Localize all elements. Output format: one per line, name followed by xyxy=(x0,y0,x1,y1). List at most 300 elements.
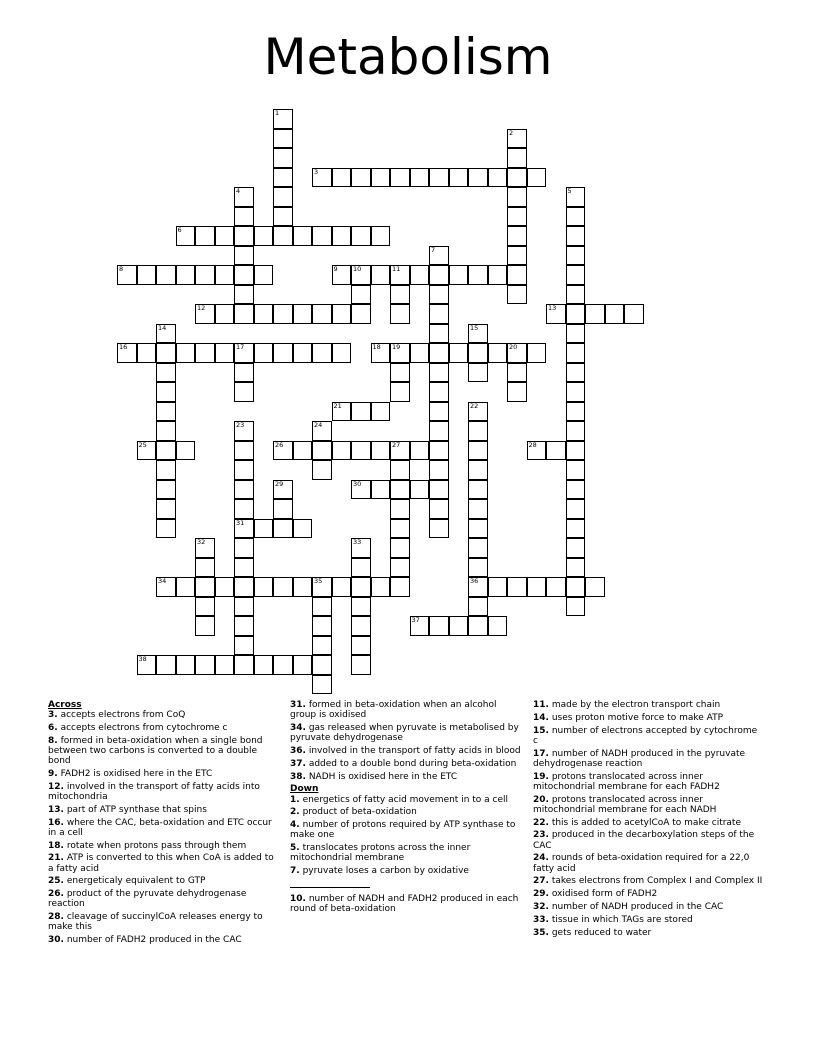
grid-cell[interactable] xyxy=(449,616,469,636)
grid-cell[interactable] xyxy=(234,187,254,207)
clue-item-text: tissue in which TAGs are stored xyxy=(551,914,693,925)
grid-cell[interactable] xyxy=(351,538,371,558)
clue-column-1 xyxy=(48,700,276,948)
clue-item xyxy=(533,876,763,886)
clue-number: 36 xyxy=(470,577,479,585)
grid-cell[interactable] xyxy=(273,226,293,246)
grid-cell[interactable] xyxy=(156,480,176,500)
grid-cell[interactable] xyxy=(410,441,430,461)
grid-cell[interactable] xyxy=(566,577,586,597)
grid-cell[interactable] xyxy=(468,324,488,344)
clue-item xyxy=(290,795,522,805)
clue-item xyxy=(290,807,522,817)
grid-cell[interactable] xyxy=(254,226,274,246)
grid-cell[interactable] xyxy=(254,343,274,363)
grid-cell[interactable] xyxy=(254,519,274,539)
grid-cell[interactable] xyxy=(390,363,410,383)
clue-item xyxy=(48,805,276,815)
grid-cell[interactable] xyxy=(488,265,508,285)
grid-cell[interactable] xyxy=(507,207,527,227)
grid-cell[interactable] xyxy=(351,577,371,597)
grid-cell[interactable] xyxy=(332,441,352,461)
grid-cell[interactable] xyxy=(234,382,254,402)
grid-cell[interactable] xyxy=(507,343,527,363)
grid-cell[interactable] xyxy=(507,226,527,246)
grid-cell[interactable] xyxy=(468,558,488,578)
grid-cell[interactable] xyxy=(507,129,527,149)
grid-cell[interactable] xyxy=(176,577,196,597)
grid-cell[interactable] xyxy=(273,499,293,519)
grid-cell[interactable] xyxy=(371,402,391,422)
grid-cell[interactable] xyxy=(566,441,586,461)
grid-cell[interactable] xyxy=(273,304,293,324)
grid-cell[interactable] xyxy=(410,616,430,636)
grid-cell[interactable] xyxy=(468,363,488,383)
clue-item-number: 38. xyxy=(290,771,306,782)
grid-cell[interactable] xyxy=(312,226,332,246)
grid-cell[interactable] xyxy=(566,285,586,305)
grid-cell[interactable] xyxy=(176,265,196,285)
grid-cell[interactable] xyxy=(566,421,586,441)
grid-cell[interactable] xyxy=(527,441,547,461)
grid-cell[interactable] xyxy=(585,304,605,324)
grid-cell[interactable] xyxy=(507,265,527,285)
grid-cell[interactable] xyxy=(234,480,254,500)
clue-item xyxy=(48,710,276,720)
grid-cell[interactable] xyxy=(507,363,527,383)
grid-cell[interactable] xyxy=(234,558,254,578)
grid-cell[interactable] xyxy=(273,655,293,675)
grid-cell[interactable] xyxy=(371,168,391,188)
grid-cell[interactable] xyxy=(566,480,586,500)
grid-cell[interactable] xyxy=(234,577,254,597)
grid-cell[interactable] xyxy=(390,382,410,402)
grid-cell[interactable] xyxy=(429,168,449,188)
grid-cell[interactable] xyxy=(273,207,293,227)
grid-cell[interactable] xyxy=(234,285,254,305)
grid-cell[interactable] xyxy=(449,168,469,188)
grid-cell[interactable] xyxy=(468,265,488,285)
grid-cell[interactable] xyxy=(429,343,449,363)
grid-cell[interactable] xyxy=(156,519,176,539)
grid-cell[interactable] xyxy=(605,304,625,324)
grid-cell[interactable] xyxy=(468,538,488,558)
grid-cell[interactable] xyxy=(390,480,410,500)
grid-cell[interactable] xyxy=(195,265,215,285)
grid-cell[interactable] xyxy=(468,402,488,422)
clue-item-number: 23. xyxy=(533,830,549,841)
clue-item-number: 36. xyxy=(290,746,306,756)
grid-cell[interactable] xyxy=(468,460,488,480)
grid-cell[interactable] xyxy=(429,421,449,441)
grid-cell[interactable] xyxy=(566,343,586,363)
clue-item-text: protons translocated across inner mitochondrial membrane for each NADH xyxy=(533,794,717,815)
grid-cell[interactable] xyxy=(332,304,352,324)
grid-cell[interactable] xyxy=(351,265,371,285)
grid-cell[interactable] xyxy=(312,304,332,324)
grid-cell[interactable] xyxy=(215,226,235,246)
grid-cell[interactable] xyxy=(429,441,449,461)
grid-cell[interactable] xyxy=(468,441,488,461)
grid-cell[interactable] xyxy=(351,636,371,656)
grid-cell[interactable] xyxy=(566,597,586,617)
clue-item-number: 1. xyxy=(290,794,300,805)
grid-cell[interactable] xyxy=(390,265,410,285)
clue-item-text: takes electrons from Complex I and Complex II xyxy=(551,876,763,887)
grid-cell[interactable] xyxy=(273,109,293,129)
clue-item xyxy=(533,889,763,899)
grid-cell[interactable] xyxy=(429,324,449,344)
grid-cell[interactable] xyxy=(332,168,352,188)
grid-cell[interactable] xyxy=(371,265,391,285)
grid-cell[interactable] xyxy=(156,421,176,441)
grid-cell[interactable] xyxy=(429,382,449,402)
grid-cell[interactable] xyxy=(390,343,410,363)
grid-cell[interactable] xyxy=(390,558,410,578)
grid-cell[interactable] xyxy=(566,246,586,266)
grid-cell[interactable] xyxy=(468,616,488,636)
grid-cell[interactable] xyxy=(390,499,410,519)
grid-cell[interactable] xyxy=(507,148,527,168)
grid-cell[interactable] xyxy=(254,304,274,324)
grid-cell[interactable] xyxy=(195,655,215,675)
grid-cell[interactable] xyxy=(312,577,332,597)
grid-cell[interactable] xyxy=(273,441,293,461)
grid-cell[interactable] xyxy=(215,577,235,597)
grid-cell[interactable] xyxy=(390,460,410,480)
grid-cell[interactable] xyxy=(312,655,332,675)
grid-cell[interactable] xyxy=(351,480,371,500)
grid-cell[interactable] xyxy=(546,441,566,461)
grid-cell[interactable] xyxy=(566,519,586,539)
clue-number: 29 xyxy=(275,479,284,488)
grid-cell[interactable] xyxy=(273,519,293,539)
grid-cell[interactable] xyxy=(254,265,274,285)
grid-cell[interactable] xyxy=(566,265,586,285)
grid-cell[interactable] xyxy=(312,460,332,480)
grid-cell[interactable] xyxy=(273,187,293,207)
grid-cell[interactable] xyxy=(234,499,254,519)
grid-cell[interactable] xyxy=(273,577,293,597)
clue-item xyxy=(290,866,522,891)
clue-number: 10 xyxy=(353,265,362,273)
grid-cell[interactable] xyxy=(429,285,449,305)
grid-cell[interactable] xyxy=(488,343,508,363)
grid-cell[interactable] xyxy=(293,343,313,363)
grid-cell[interactable] xyxy=(351,597,371,617)
grid-cell[interactable] xyxy=(566,538,586,558)
grid-cell[interactable] xyxy=(507,187,527,207)
grid-cell[interactable] xyxy=(390,168,410,188)
grid-cell[interactable] xyxy=(624,304,644,324)
grid-cell[interactable] xyxy=(215,265,235,285)
grid-cell[interactable] xyxy=(429,402,449,422)
grid-cell[interactable] xyxy=(156,265,176,285)
clue-item-number: 21. xyxy=(48,853,64,864)
grid-cell[interactable] xyxy=(488,616,508,636)
grid-cell[interactable] xyxy=(566,499,586,519)
grid-cell[interactable] xyxy=(156,324,176,344)
grid-cell[interactable] xyxy=(156,402,176,422)
grid-cell[interactable] xyxy=(468,597,488,617)
grid-cell[interactable] xyxy=(351,285,371,305)
grid-cell[interactable] xyxy=(371,577,391,597)
grid-cell[interactable] xyxy=(351,226,371,246)
grid-cell[interactable] xyxy=(195,343,215,363)
clue-number: 6 xyxy=(177,226,182,234)
grid-cell[interactable] xyxy=(566,382,586,402)
grid-cell[interactable] xyxy=(117,343,137,363)
grid-cell[interactable] xyxy=(566,187,586,207)
clue-item xyxy=(533,713,763,723)
grid-cell[interactable] xyxy=(488,168,508,188)
clue-item-number: 37. xyxy=(290,758,306,769)
grid-cell[interactable] xyxy=(390,441,410,461)
clue-item-number: 32. xyxy=(533,901,549,912)
clue-number: 13 xyxy=(548,304,557,312)
grid-cell[interactable] xyxy=(312,616,332,636)
grid-cell[interactable] xyxy=(156,343,176,363)
grid-cell[interactable] xyxy=(234,519,254,539)
clue-number: 20 xyxy=(509,343,518,351)
grid-cell[interactable] xyxy=(390,285,410,305)
grid-cell[interactable] xyxy=(273,129,293,149)
grid-cell[interactable] xyxy=(176,226,196,246)
grid-cell[interactable] xyxy=(507,577,527,597)
grid-cell[interactable] xyxy=(566,460,586,480)
grid-cell[interactable] xyxy=(332,577,352,597)
grid-cell[interactable] xyxy=(234,304,254,324)
grid-cell[interactable] xyxy=(312,441,332,461)
grid-cell[interactable] xyxy=(332,343,352,363)
grid-cell[interactable] xyxy=(371,480,391,500)
grid-cell[interactable] xyxy=(527,168,547,188)
clue-item xyxy=(533,830,763,850)
grid-cell[interactable] xyxy=(566,207,586,227)
grid-cell[interactable] xyxy=(429,363,449,383)
grid-cell[interactable] xyxy=(293,519,313,539)
grid-cell[interactable] xyxy=(468,519,488,539)
grid-cell[interactable] xyxy=(468,480,488,500)
grid-cell[interactable] xyxy=(156,382,176,402)
grid-cell[interactable] xyxy=(429,460,449,480)
grid-cell[interactable] xyxy=(566,558,586,578)
clue-item-number: 4. xyxy=(290,820,300,831)
grid-cell[interactable] xyxy=(156,577,176,597)
clue-item-text: oxidised form of FADH2 xyxy=(551,889,658,900)
grid-cell[interactable] xyxy=(234,441,254,461)
grid-cell[interactable] xyxy=(390,519,410,539)
grid-cell[interactable] xyxy=(254,577,274,597)
grid-cell[interactable] xyxy=(371,441,391,461)
grid-cell[interactable] xyxy=(234,421,254,441)
grid-cell[interactable] xyxy=(468,421,488,441)
clue-item-text: added to a double bond during beta-oxidation xyxy=(308,758,517,769)
grid-cell[interactable] xyxy=(566,304,586,324)
grid-cell[interactable] xyxy=(156,363,176,383)
clue-item-number: 16. xyxy=(48,817,64,828)
grid-cell[interactable] xyxy=(293,577,313,597)
grid-cell[interactable] xyxy=(293,226,313,246)
grid-cell[interactable] xyxy=(312,168,332,188)
grid-cell[interactable] xyxy=(585,577,605,597)
grid-cell[interactable] xyxy=(312,597,332,617)
grid-cell[interactable] xyxy=(137,655,157,675)
grid-cell[interactable] xyxy=(195,558,215,578)
grid-cell[interactable] xyxy=(312,636,332,656)
grid-cell[interactable] xyxy=(234,538,254,558)
clue-item-text: uses proton motive force to make ATP xyxy=(551,712,724,723)
grid-cell[interactable] xyxy=(566,226,586,246)
clue-item xyxy=(48,876,276,886)
grid-cell[interactable] xyxy=(234,363,254,383)
grid-cell[interactable] xyxy=(273,480,293,500)
grid-cell[interactable] xyxy=(351,441,371,461)
grid-cell[interactable] xyxy=(449,265,469,285)
grid-cell[interactable] xyxy=(195,597,215,617)
grid-cell[interactable] xyxy=(234,616,254,636)
grid-cell[interactable] xyxy=(176,343,196,363)
clue-item xyxy=(48,723,276,733)
grid-cell[interactable] xyxy=(429,616,449,636)
grid-cell[interactable] xyxy=(527,577,547,597)
grid-cell[interactable] xyxy=(234,655,254,675)
grid-cell[interactable] xyxy=(273,168,293,188)
grid-cell[interactable] xyxy=(371,226,391,246)
clue-item-number: 19. xyxy=(533,771,549,782)
grid-cell[interactable] xyxy=(429,304,449,324)
grid-cell[interactable] xyxy=(156,499,176,519)
grid-cell[interactable] xyxy=(254,655,274,675)
grid-cell[interactable] xyxy=(137,441,157,461)
grid-cell[interactable] xyxy=(566,402,586,422)
grid-cell[interactable] xyxy=(195,226,215,246)
grid-cell[interactable] xyxy=(137,343,157,363)
grid-cell[interactable] xyxy=(468,343,488,363)
grid-cell[interactable] xyxy=(390,304,410,324)
grid-cell[interactable] xyxy=(468,499,488,519)
grid-cell[interactable] xyxy=(546,304,566,324)
grid-cell[interactable] xyxy=(176,441,196,461)
grid-cell[interactable] xyxy=(234,226,254,246)
grid-cell[interactable] xyxy=(410,480,430,500)
grid-cell[interactable] xyxy=(351,168,371,188)
grid-cell[interactable] xyxy=(234,460,254,480)
grid-cell[interactable] xyxy=(137,265,157,285)
grid-cell[interactable] xyxy=(332,402,352,422)
grid-cell[interactable] xyxy=(488,577,508,597)
clue-column-2 xyxy=(290,700,522,917)
grid-cell[interactable] xyxy=(410,343,430,363)
grid-cell[interactable] xyxy=(390,577,410,597)
clue-item-text: involved in the transport of fatty acids in blood xyxy=(308,746,521,756)
clue-item xyxy=(48,769,276,779)
clue-item-text: formed in beta-oxidation when an alcohol group is oxidised xyxy=(290,700,497,721)
grid-cell[interactable] xyxy=(410,265,430,285)
grid-cell[interactable] xyxy=(176,655,196,675)
grid-cell[interactable] xyxy=(273,343,293,363)
grid-cell[interactable] xyxy=(546,577,566,597)
clue-item xyxy=(48,935,276,945)
clue-number: 38 xyxy=(138,655,147,663)
grid-cell[interactable] xyxy=(117,265,137,285)
grid-cell[interactable] xyxy=(312,675,332,695)
grid-cell[interactable] xyxy=(195,538,215,558)
grid-cell[interactable] xyxy=(351,402,371,422)
grid-cell[interactable] xyxy=(234,597,254,617)
grid-cell[interactable] xyxy=(234,265,254,285)
grid-cell[interactable] xyxy=(468,168,488,188)
clue-item xyxy=(533,772,763,792)
grid-cell[interactable] xyxy=(566,324,586,344)
grid-cell[interactable] xyxy=(215,304,235,324)
grid-cell[interactable] xyxy=(371,343,391,363)
grid-cell[interactable] xyxy=(429,480,449,500)
grid-cell[interactable] xyxy=(156,655,176,675)
grid-cell[interactable] xyxy=(468,577,488,597)
grid-cell[interactable] xyxy=(351,616,371,636)
grid-cell[interactable] xyxy=(449,343,469,363)
grid-cell[interactable] xyxy=(293,441,313,461)
grid-cell[interactable] xyxy=(195,577,215,597)
grid-cell[interactable] xyxy=(429,499,449,519)
grid-cell[interactable] xyxy=(351,655,371,675)
clue-item xyxy=(533,915,763,925)
grid-cell[interactable] xyxy=(312,343,332,363)
grid-cell[interactable] xyxy=(507,285,527,305)
grid-cell[interactable] xyxy=(293,655,313,675)
grid-cell[interactable] xyxy=(156,441,176,461)
grid-cell[interactable] xyxy=(351,304,371,324)
grid-cell[interactable] xyxy=(215,655,235,675)
grid-cell[interactable] xyxy=(195,304,215,324)
grid-cell[interactable] xyxy=(234,207,254,227)
clue-item-text: number of NADH produced in the CAC xyxy=(551,901,724,912)
clue-item xyxy=(533,818,763,828)
grid-cell[interactable] xyxy=(507,382,527,402)
clue-item-text: part of ATP synthase that spins xyxy=(66,804,207,815)
grid-cell[interactable] xyxy=(507,246,527,266)
grid-cell[interactable] xyxy=(566,363,586,383)
grid-cell[interactable] xyxy=(234,343,254,363)
grid-cell[interactable] xyxy=(332,226,352,246)
clue-number: 25 xyxy=(138,440,147,449)
grid-cell[interactable] xyxy=(234,246,254,266)
grid-cell[interactable] xyxy=(234,636,254,656)
grid-cell[interactable] xyxy=(332,265,352,285)
grid-cell[interactable] xyxy=(429,246,449,266)
clue-number: 19 xyxy=(392,343,401,351)
grid-cell[interactable] xyxy=(351,558,371,578)
grid-cell[interactable] xyxy=(273,148,293,168)
clue-item-number: 33. xyxy=(533,914,549,925)
grid-cell[interactable] xyxy=(429,265,449,285)
grid-cell[interactable] xyxy=(390,538,410,558)
grid-cell[interactable] xyxy=(293,304,313,324)
grid-cell[interactable] xyxy=(215,343,235,363)
clue-item xyxy=(48,818,276,838)
grid-cell[interactable] xyxy=(527,343,547,363)
clue-number: 21 xyxy=(333,401,342,410)
grid-cell[interactable] xyxy=(195,616,215,636)
grid-cell[interactable] xyxy=(312,421,332,441)
grid-cell[interactable] xyxy=(410,168,430,188)
grid-cell[interactable] xyxy=(156,460,176,480)
grid-cell[interactable] xyxy=(507,168,527,188)
grid-cell[interactable] xyxy=(429,519,449,539)
clue-number: 7 xyxy=(431,245,436,254)
clue-item-text: formed in beta-oxidation when a single bond between two carbons is converted to a double bond xyxy=(48,735,263,767)
